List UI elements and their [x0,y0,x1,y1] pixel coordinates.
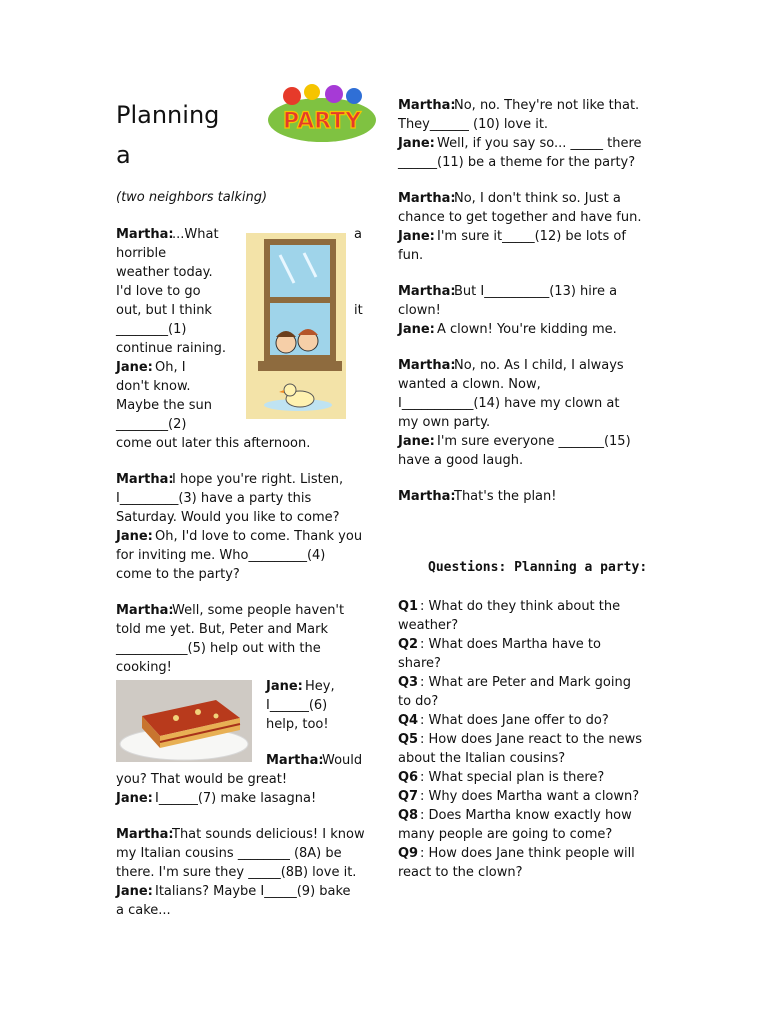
dialogue-line: I hope you're right. Listen, [172,472,344,487]
question-label: Q8 [398,808,419,823]
balloon-icon [304,84,320,100]
speaker-martha: Martha: [398,358,456,373]
question-label: Q1 [398,599,419,614]
question-text: weather? [398,618,459,633]
balloon-icon [325,85,343,103]
question-label: Q6 [398,770,419,785]
speaker-martha: Martha: [398,489,456,504]
dialogue-line: That sounds delicious! I know [172,827,365,842]
dialogue-line: Oh, I'd love to come. Thank you [155,529,363,544]
dialogue-line: I______(6) [266,698,328,713]
dialogue-line: ________(2) [116,417,187,432]
questions-heading: Questions: Planning a party: [428,560,648,575]
question-text: about the Italian cousins? [398,751,566,766]
dialogue-line: ________(1) [116,322,187,337]
balloon-icon [283,87,301,105]
lasagna-photo [116,680,252,762]
dialogue-line: my own party. [398,415,491,430]
dialogue-line: horrible [116,246,167,261]
speaker-martha: Martha: [266,753,324,768]
dialogue-line: a cake... [116,903,171,918]
question-text: : What special plan is there? [420,770,605,785]
dialogue-line: chance to get together and have fun. [398,210,642,225]
question-text: share? [398,656,441,671]
speaker-jane: Jane: [116,529,153,544]
speaker-martha: Martha: [116,603,174,618]
party-logo-text: PARTY [282,109,362,134]
dialogue-line: I______(7) make lasagna! [155,791,317,806]
dialogue-line: Well, if you say so... _____ there [437,136,642,151]
dialogue-line: my Italian cousins ________ (8A) be [116,846,342,861]
speaker-martha: Martha: [116,472,174,487]
speaker-jane: Jane: [398,434,435,449]
speaker-jane: Jane: [266,679,303,694]
subtitle: (two neighbors talking) [116,190,268,205]
dialogue-line: That's the plan! [454,489,557,504]
balloon-icon [346,88,362,104]
question-text: : Why does Martha want a clown? [420,789,640,804]
question-text: : How does Jane think people will [420,846,635,861]
question-text: : What are Peter and Mark going [420,675,631,690]
dialogue-line: ______(11) be a theme for the party? [398,155,636,170]
dialogue-line: But I__________(13) hire a [454,284,618,299]
dialogue-line: come out later this afternoon. [116,436,311,451]
dialogue-line: I'd love to go [116,284,201,299]
speaker-jane: Jane: [398,322,435,337]
window-sill [258,361,342,371]
dialogue-line: I___________(14) have my clown at [398,396,620,411]
speaker-jane: Jane: [116,884,153,899]
dialogue-line: Well, some people haven't [172,603,345,618]
question-text: : Does Martha know exactly how [420,808,632,823]
speaker-jane: Jane: [116,791,153,806]
speaker-jane: Jane: [398,229,435,244]
speaker-martha: Martha: [116,827,174,842]
dialogue-line: for inviting me. Who_________(4) [116,548,326,563]
dialogue-line: No, no. They're not like that. [454,98,640,113]
question-label: Q4 [398,713,419,728]
dialogue-line: there. I'm sure they _____(8B) love it. [116,865,357,880]
dialogue-line: clown! [398,303,441,318]
speaker-jane: Jane: [398,136,435,151]
dialogue-line: wanted a clown. Now, [398,377,541,392]
party-logo [262,84,378,150]
question-text: : How does Jane react to the news [420,732,642,747]
question-label: Q7 [398,789,419,804]
speaker-martha: Martha: [398,284,456,299]
dialogue-line: a [354,227,362,242]
dialogue-line: Hey, [305,679,335,694]
speaker-jane: Jane: [116,360,153,375]
window-pane-top [270,245,330,297]
dialogue-line: it [354,303,363,318]
speaker-martha: Martha: [398,98,456,113]
speaker-martha: Martha: [116,227,174,242]
dialogue-line: out, but I think [116,303,212,318]
dialogue-line: Italians? Maybe I_____(9) bake [155,884,351,899]
question-text: many people are going to come? [398,827,613,842]
dialogue-line: cooking! [116,660,172,675]
question-text: : What does Martha have to [420,637,601,652]
dialogue-line: you? That would be great! [116,772,288,787]
dialogue-line: Oh, I [155,360,186,375]
question-text: to do? [398,694,439,709]
dialogue-line: Saturday. Would you like to come? [116,510,340,525]
question-text: : What does Jane offer to do? [420,713,609,728]
page-title-line1: Planning [116,101,220,129]
dialogue-line: weather today. [116,265,213,280]
dialogue-line: ...What [172,227,219,242]
dialogue-line: I'm sure it_____(12) be lots of [437,229,626,244]
dialogue-line: don't know. [116,379,191,394]
window-with-children-icon [246,233,346,419]
question-text: : What do they think about the [420,599,621,614]
dialogue-line: have a good laugh. [398,453,524,468]
question-label: Q9 [398,846,419,861]
dialogue-line: A clown! You're kidding me. [437,322,617,337]
dialogue-line: No, no. As I child, I always [454,358,624,373]
speaker-martha: Martha: [398,191,456,206]
dialogue-line: I'm sure everyone _______(15) [437,434,631,449]
dialogue-line: No, I don't think so. Just a [454,191,621,206]
dialogue-line: fun. [398,248,424,263]
dialogue-line: come to the party? [116,567,240,582]
question-label: Q3 [398,675,419,690]
dialogue-line: ___________(5) help out with the [116,641,321,656]
page-title-line2: a [116,141,131,169]
dialogue-line: continue raining. [116,341,227,356]
dialogue-line: Maybe the sun [116,398,212,413]
dialogue-line: They______ (10) love it. [398,117,549,132]
dialogue-line: I_________(3) have a party this [116,491,312,506]
dialogue-line: Would [322,753,363,768]
question-label: Q2 [398,637,419,652]
question-label: Q5 [398,732,419,747]
dialogue-line: told me yet. But, Peter and Mark [116,622,329,637]
dialogue-line: help, too! [266,717,329,732]
question-text: react to the clown? [398,865,523,880]
